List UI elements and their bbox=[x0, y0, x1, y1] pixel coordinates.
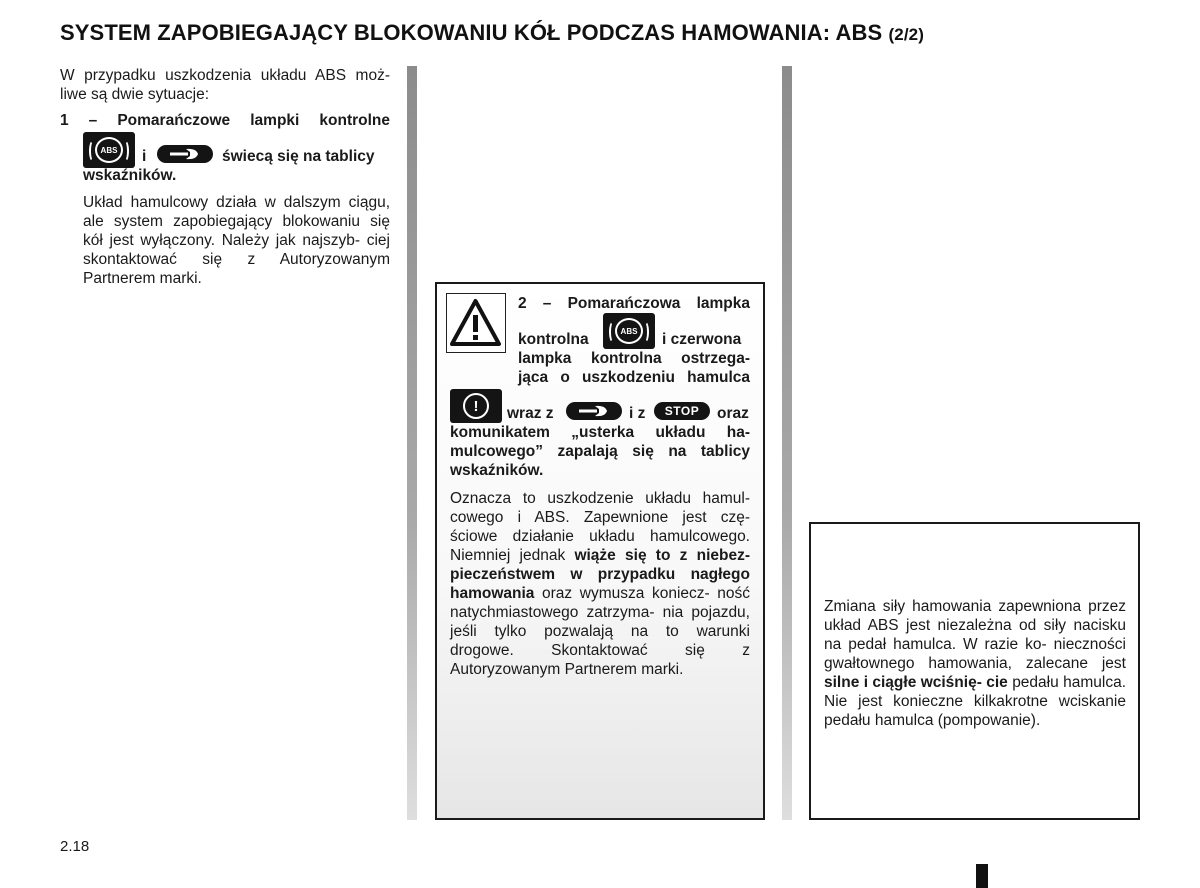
item1-suffix2: wskaźników. bbox=[83, 167, 177, 184]
brake-warning-icon bbox=[450, 389, 502, 423]
info-text-start: Zmiana siły hamowania zapewniona przez układ ABS jest niezależna od siły nacisku na pedał hamulca. W razie ko- nieczności gwałtownego hamowania, zalecane jest bbox=[824, 598, 1126, 672]
warning-line2-start: kontrolna bbox=[518, 331, 589, 348]
wrench-icon bbox=[157, 145, 213, 163]
warning-and-z: i z bbox=[629, 405, 646, 422]
page-number: 2.18 bbox=[60, 838, 90, 855]
warning-body-end: oraz wymusza koniecz- ność natychmiastowego zatrzyma- nia pojazdu, jeśli tylko pozwalają na to warunki drogowe. Skontaktować się z Autoryzowanym Partnerem marki. bbox=[450, 585, 750, 678]
brake-icon-label: ! bbox=[463, 393, 489, 419]
info-text-end: pedału hamulca. Nie jest konieczne kilkakrotne wciskanie pedału hamulca (pompowanie). bbox=[824, 674, 1127, 729]
warning-message: komunikatem „usterka układu ha- mulcowego” zapalają się na tablicy wskaźników. bbox=[450, 424, 750, 479]
intro-text: W przypadku uszkodzenia układu ABS moż- liwe są dwie sytuacje: bbox=[60, 67, 390, 103]
abs-icon-label-2: ABS bbox=[615, 318, 643, 344]
warning-line2-end: i czerwona bbox=[662, 331, 742, 348]
warning-body bbox=[450, 489, 750, 679]
warning-with-z: wraz z bbox=[507, 405, 554, 422]
title-main: SYSTEM ZAPOBIEGAJĄCY BLOKOWANIU KÓŁ PODCZAS HAMOWANIA: ABS bbox=[60, 20, 883, 45]
page-edge-marker bbox=[976, 864, 988, 888]
info-text bbox=[824, 597, 1126, 730]
warning-line4: jąca o uszkodzeniu hamulca bbox=[518, 369, 750, 386]
warning-body-start: Oznacza to uszkodzenie układu hamul- cowego i ABS. Zapewnione jest czę- ściowe działanie układu hamulcowego. Niemniej jednak bbox=[450, 490, 750, 564]
warning-line1: 2 – Pomarańczowa lampka bbox=[518, 295, 750, 312]
column-separator-left bbox=[407, 66, 417, 820]
item1-and: i bbox=[142, 148, 147, 165]
warning-body-bold: wiąże się to z niebez- pieczeństwem w przypadku nagłego hamowania bbox=[450, 547, 751, 602]
abs-warning-icon-2 bbox=[603, 313, 655, 349]
item1-heading: 1 – Pomarańczowe lampki kontrolne bbox=[60, 112, 390, 129]
abs-warning-icon bbox=[83, 132, 135, 168]
abs-icon-label: ABS bbox=[95, 137, 123, 163]
column-separator-right bbox=[782, 66, 792, 820]
page-title bbox=[60, 20, 1180, 46]
info-text-bold: silne i ciągłe wciśnię- cie bbox=[824, 674, 1008, 691]
title-part: (2/2) bbox=[888, 25, 924, 44]
warning-triangle-icon bbox=[446, 293, 506, 353]
item1-suffix: świecą się na tablicy bbox=[222, 148, 375, 165]
stop-icon bbox=[654, 402, 710, 420]
wrench-icon-2 bbox=[566, 402, 622, 420]
warning-line3: lampka kontrolna ostrzega- bbox=[518, 350, 750, 367]
warning-oraz: oraz bbox=[717, 405, 749, 422]
item1-body: Układ hamulcowy działa w dalszym ciągu, ale system zapobiegający blokowaniu się kół jest wyłączony. Należy jak najszyb- ciej skontaktować się z Autoryzowanym Partnerem marki. bbox=[83, 194, 390, 287]
stop-icon-label: STOP bbox=[654, 402, 710, 420]
